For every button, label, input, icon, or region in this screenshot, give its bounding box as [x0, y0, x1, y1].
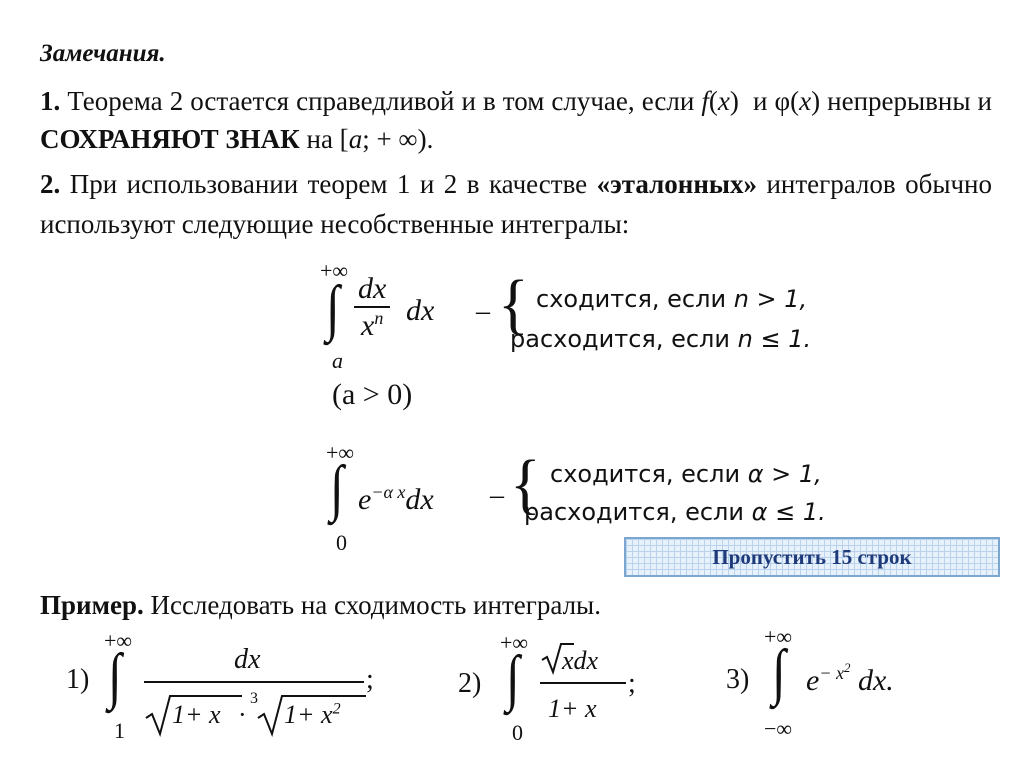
integral-2-integrand: $e^{-\alpha x}dx$ [358, 482, 434, 516]
example-2-denominator: 1+ x [548, 694, 597, 723]
example-2-number: 2) [458, 668, 482, 699]
integral-1-sign: ∫ [326, 272, 340, 342]
example-1-lower-limit: 1 [114, 718, 125, 743]
integral-1-brace: { [498, 266, 529, 341]
remark-1-emphasis: СОХРАНЯЮТ ЗНАК [40, 124, 300, 154]
remark-1: 1. Теорема 2 остается справедливой и в том случае, если f(x) и φ(x) непрерывны и СОХРАНЯЮТ ЗНАК на [a; + ∞). [40, 86, 993, 154]
integral-2-case-converge: сходится, если α > 1, [550, 460, 822, 488]
example-3-lower-limit: −∞ [764, 716, 793, 741]
example-1-fraction-bar [144, 681, 364, 683]
example-3-upper-limit: +∞ [764, 624, 793, 649]
example-1-den-b: $1+ x^2$ [284, 700, 341, 729]
example-1-semicolon: ; [366, 664, 374, 695]
example-3-integral-sign: ∫ [772, 636, 786, 706]
example-1-integral-sign: ∫ [108, 640, 122, 710]
example-line: Пример. Исследовать на сходимость интегралы. [40, 590, 601, 620]
integral-2-upper-limit: +∞ [326, 440, 355, 465]
example-3-integrand: $e^{- x^2}$ dx. [806, 660, 894, 697]
example-3-number: 3) [726, 664, 750, 695]
remark-2-emphasis: «эталонных» [596, 169, 757, 199]
example-2-semicolon: ; [628, 668, 636, 699]
integral-2-lower-limit: 0 [336, 530, 347, 555]
remark-1-number: 1. [40, 86, 61, 116]
example-1-numerator: dx [234, 644, 261, 675]
example-2-fraction-bar [540, 682, 626, 684]
integral-1-fraction: $\frac{dx}{x^n}$ [354, 272, 390, 343]
example-1-root-index: 3 [250, 690, 258, 707]
example-label: Пример. [40, 590, 144, 620]
example-2-upper-limit: +∞ [500, 630, 529, 655]
remark-2: 2. При использовании теорем 1 и 2 в качестве «эталонных» интегралов обычно используют следующие несобственные интегралы: [40, 169, 993, 239]
integral-1-condition: (a > 0) [332, 378, 413, 411]
remarks-heading: Замечания. [40, 40, 166, 67]
integral-1-dash: – [476, 296, 490, 327]
integral-1-dx: dx [406, 294, 435, 327]
example-1-number: 1) [66, 664, 90, 695]
example-1-upper-limit: +∞ [104, 628, 133, 653]
example-2-numerator: xdx [562, 646, 599, 675]
integral-2-case-diverge: расходится, если α ≤ 1. [524, 498, 826, 526]
remark-2-number: 2. [40, 169, 61, 199]
skip-lines-button[interactable]: Пропустить 15 строк [624, 537, 1000, 577]
integral-1-lower-limit: a [332, 348, 343, 373]
example-2-lower-limit: 0 [512, 720, 523, 745]
example-1-den-a: 1+ x [172, 700, 221, 729]
integral-2-sign: ∫ [330, 452, 344, 522]
integral-2-brace: { [510, 446, 541, 521]
example-1-dot: · [238, 700, 247, 729]
integral-2-dash: – [490, 480, 504, 511]
integral-1-upper-limit: +∞ [320, 258, 349, 283]
integral-1-case-diverge: расходится, если n ≤ 1. [510, 325, 812, 353]
example-2-integral-sign: ∫ [506, 642, 520, 712]
integral-1-case-converge: сходится, если n > 1, [536, 285, 808, 313]
